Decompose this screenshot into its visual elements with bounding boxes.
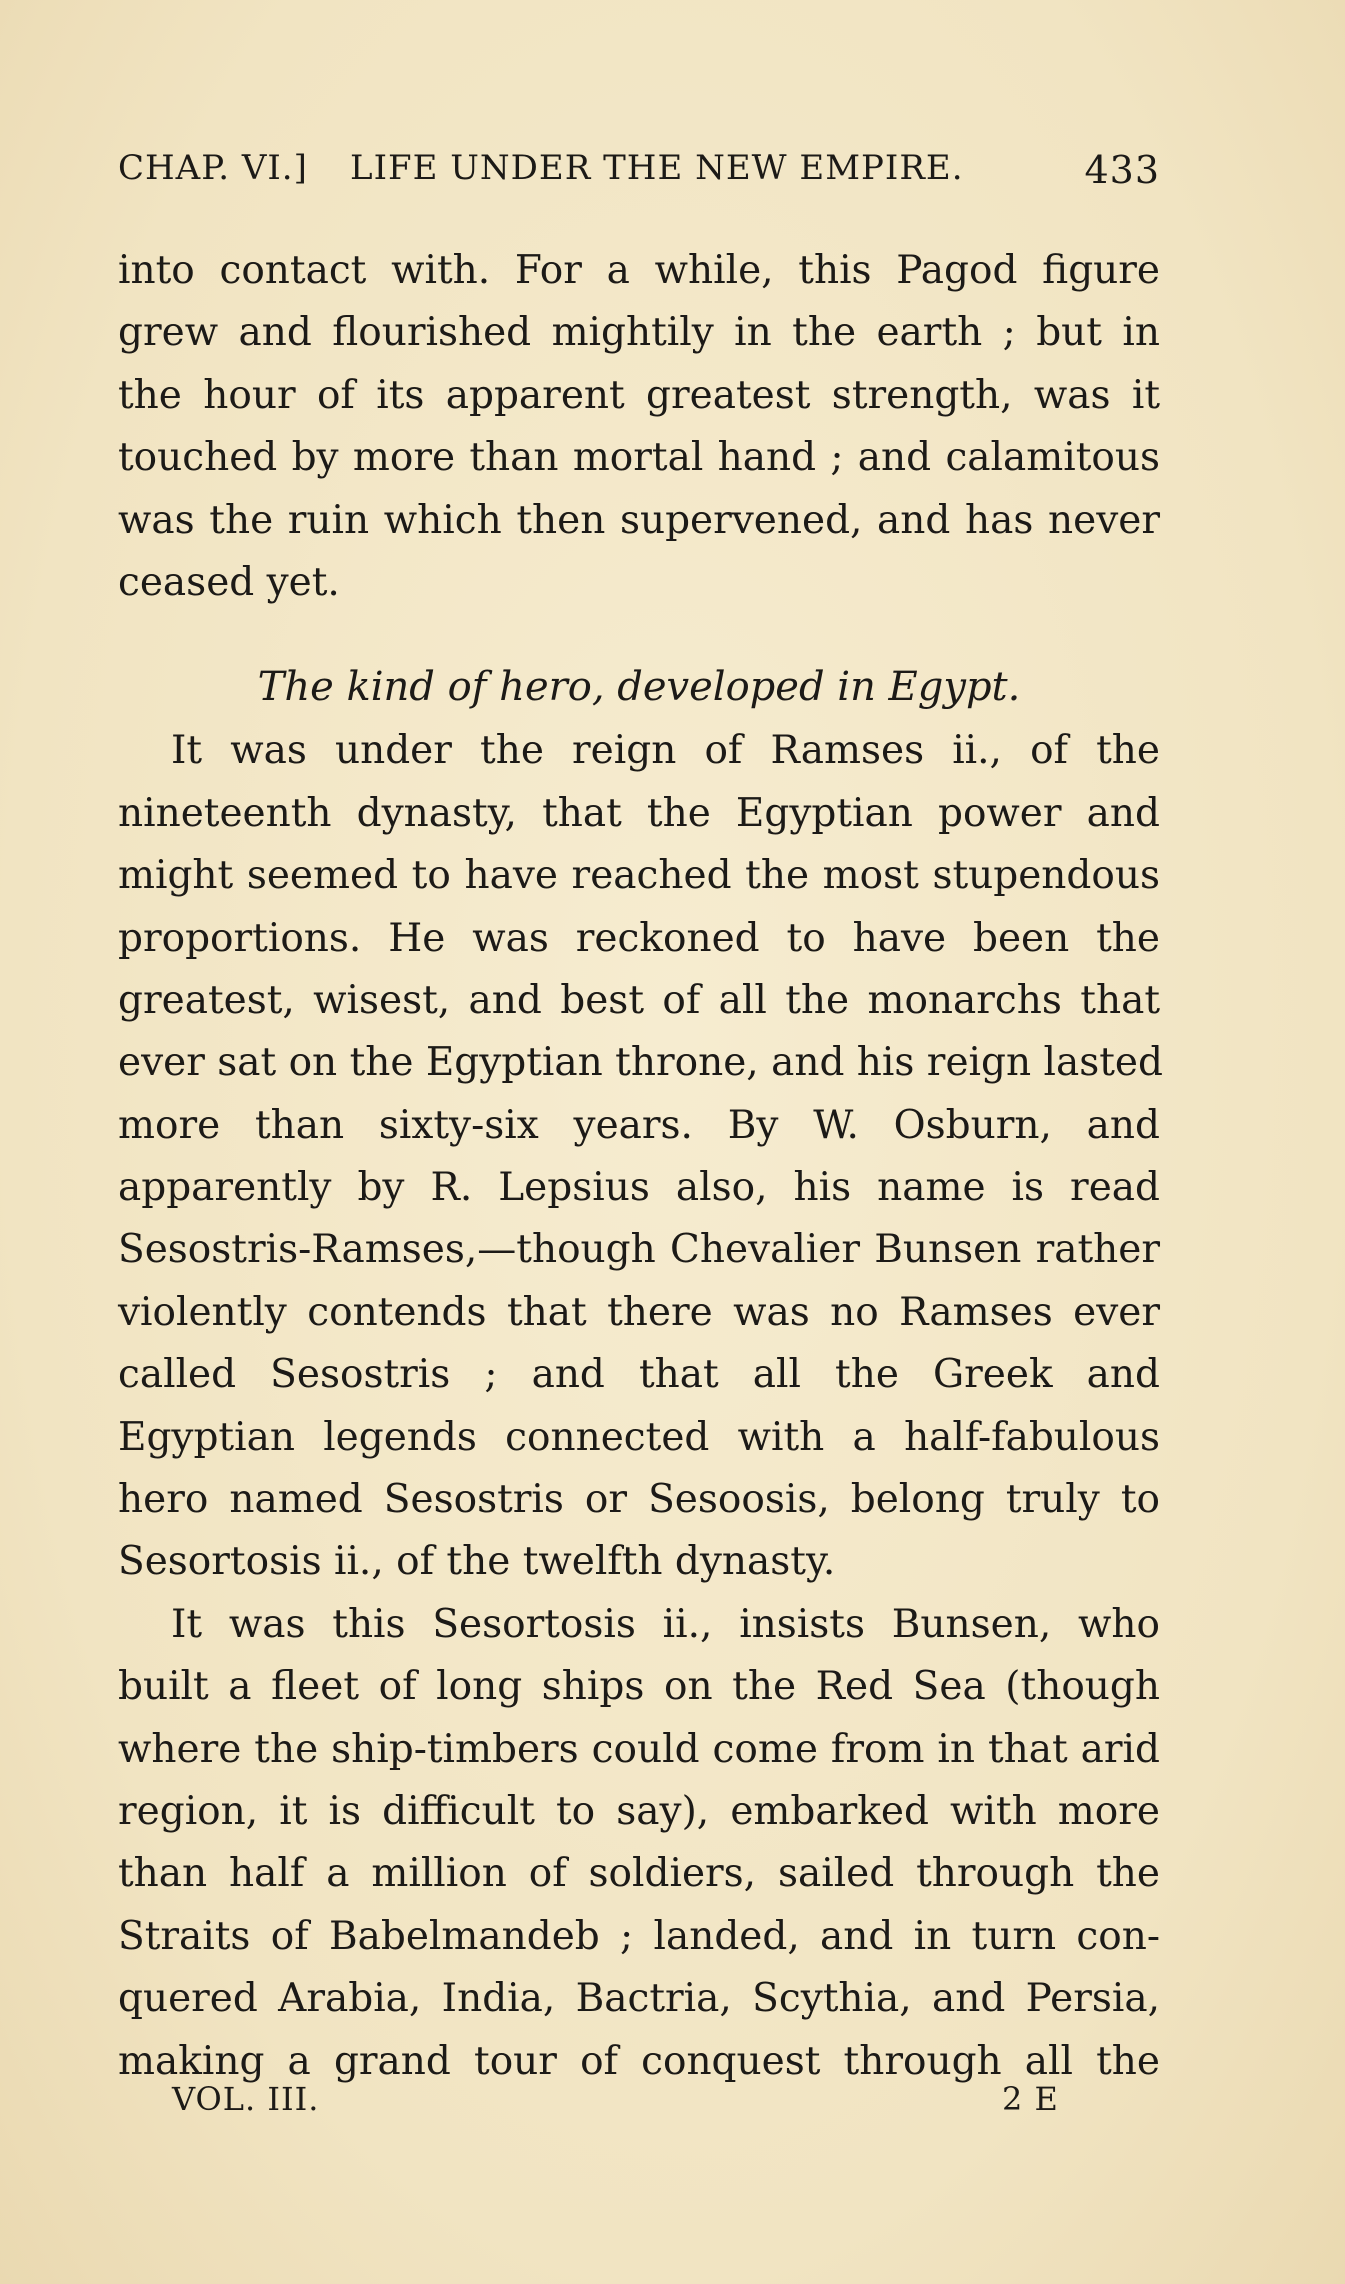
text-line: the hour of its apparent greatest strength, was it: [118, 372, 1160, 418]
text-line: quered Arabia, India, Bactria, Scythia, and Persia,: [118, 1976, 1160, 2022]
text-line: making a grand tour of conquest through all the: [118, 2038, 1160, 2084]
text-line: greatest, wisest, and best of all the monarchs that: [118, 977, 1160, 1023]
text-line: touched by more than mortal hand ; and calamitous: [118, 435, 1160, 481]
text-line: region, it is difficult to say), embarked with more: [118, 1788, 1160, 1834]
text-line: hero named Sesostris or Sesoosis, belong truly to: [118, 1477, 1160, 1523]
signature-mark: 2 E: [1002, 2080, 1059, 2118]
text-line: proportions. He was reckoned to have been the: [118, 915, 1160, 961]
text-line: grew and flourished mightily in the earth ; but in: [118, 310, 1160, 356]
page-number: 433: [1084, 148, 1160, 192]
text-line: built a fleet of long ships on the Red Sea (though: [118, 1664, 1160, 1710]
text-line: ceased yet.: [118, 559, 340, 605]
spacer: [118, 614, 1160, 654]
text-line: where the ship-timbers could come from in that arid: [118, 1726, 1160, 1772]
volume-label: VOL. III.: [172, 2080, 320, 2118]
text-line: might seemed to have reached the most stupendous: [118, 853, 1160, 899]
body-text: [118, 240, 1163, 2093]
text-line: It was under the reign of Ramses ii., of the: [171, 728, 1160, 774]
text-line: apparently by R. Lepsius also, his name is read: [118, 1165, 1160, 1211]
section-heading: The kind of hero, developed in Egypt.: [257, 664, 1021, 711]
running-title: LIFE UNDER THE NEW EMPIRE.: [350, 148, 964, 188]
paragraph-2: [118, 720, 1163, 1593]
paragraph-1: [118, 240, 1160, 614]
text-line: into contact with. For a while, this Pagod figure: [118, 248, 1160, 293]
text-line: Sesortosis ii., of the twelfth dynasty.: [118, 1539, 836, 1585]
text-line: more than sixty-six years. By W. Osburn, and: [118, 1102, 1160, 1148]
text-line: was the ruin which then supervened, and has never: [118, 497, 1160, 543]
text-line: Straits of Babelmandeb ; landed, and in turn con-: [118, 1913, 1160, 1959]
text-line: than half a million of soldiers, sailed through the: [118, 1851, 1160, 1897]
text-line: nineteenth dynasty, that the Egyptian power and: [118, 790, 1160, 836]
text-line: It was this Sesortosis ii., insists Bunsen, who: [171, 1601, 1160, 1647]
text-line: Sesostris-Ramses,—though Chevalier Bunsen rather: [118, 1227, 1160, 1273]
text-line: violently contends that there was no Ramses ever: [118, 1289, 1160, 1335]
text-line: called Sesostris ; and that all the Greek and: [118, 1352, 1160, 1398]
chapter-label: CHAP. VI.]: [118, 148, 308, 188]
text-line: ever sat on the Egyptian throne, and his reign lasted: [118, 1040, 1163, 1086]
paragraph-3: [118, 1594, 1160, 2093]
text-line: Egyptian legends connected with a half-fabulous: [118, 1414, 1160, 1460]
